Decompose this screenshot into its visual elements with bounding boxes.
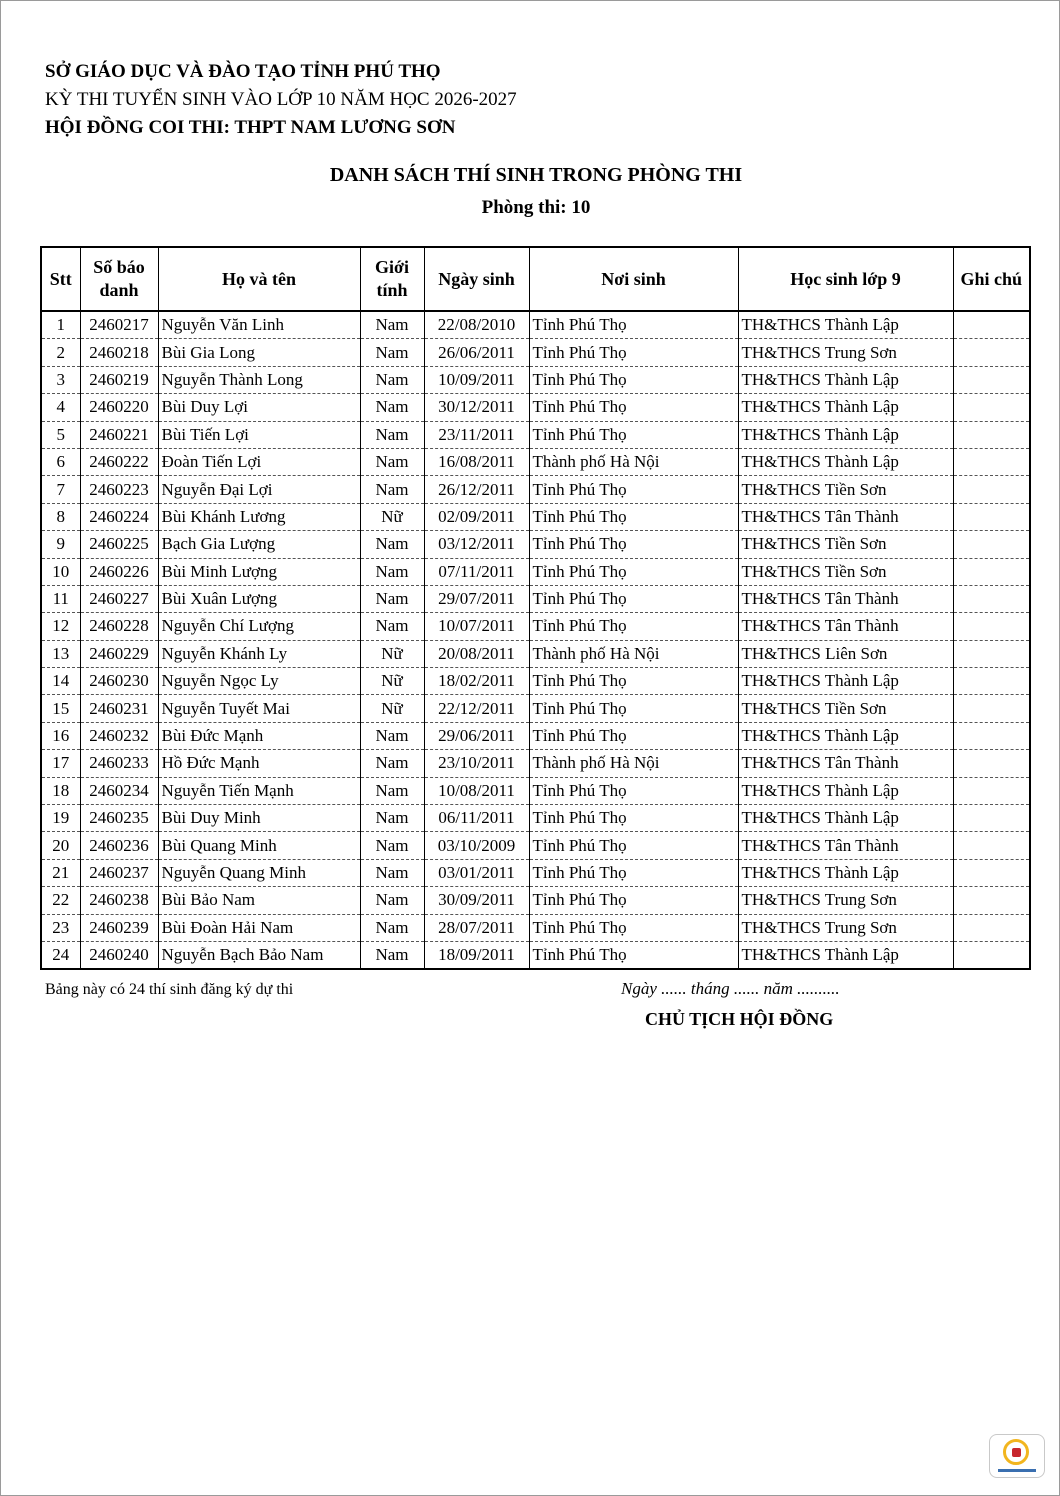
birth-place-cell: Tỉnh Phú Thọ	[529, 503, 738, 530]
document-title: DANH SÁCH THÍ SINH TRONG PHÒNG THI	[329, 164, 743, 186]
birth-date-cell: 02/09/2011	[424, 503, 529, 530]
note-cell	[953, 640, 1030, 667]
birth-place-cell: Thành phố Hà Nội	[529, 750, 738, 777]
birth-place-cell: Tỉnh Phú Thọ	[529, 805, 738, 832]
birth-place-cell: Tỉnh Phú Thọ	[529, 941, 738, 969]
note-cell	[953, 722, 1030, 749]
gender-cell: Nam	[360, 722, 424, 749]
candidate-number-cell: 2460221	[80, 421, 158, 448]
full-name-cell: Bùi Bảo Nam	[158, 887, 360, 914]
birth-place-cell: Tỉnh Phú Thọ	[529, 832, 738, 859]
grade9-school-cell: TH&THCS Thành Lập	[738, 668, 953, 695]
column-header: Họ và tên	[158, 247, 360, 311]
birth-date-cell: 10/07/2011	[424, 613, 529, 640]
birth-place-cell: Tỉnh Phú Thọ	[529, 914, 738, 941]
full-name-cell: Đoàn Tiến Lợi	[158, 448, 360, 475]
candidate-number-cell: 2460217	[80, 311, 158, 339]
stt-cell: 22	[41, 887, 80, 914]
full-name-cell: Bùi Tiến Lợi	[158, 421, 360, 448]
table-row	[41, 585, 1030, 612]
candidate-number-cell: 2460229	[80, 640, 158, 667]
note-cell	[953, 531, 1030, 558]
full-name-cell: Nguyễn Bạch Bảo Nam	[158, 941, 360, 969]
note-cell	[953, 832, 1030, 859]
birth-date-cell: 10/09/2011	[424, 366, 529, 393]
birth-place-cell: Tỉnh Phú Thọ	[529, 339, 738, 366]
birth-date-cell: 10/08/2011	[424, 777, 529, 804]
candidate-number-cell: 2460234	[80, 777, 158, 804]
full-name-cell: Nguyễn Thành Long	[158, 366, 360, 393]
column-header: Ghi chú	[953, 247, 1030, 311]
candidate-number-cell: 2460228	[80, 613, 158, 640]
note-cell	[953, 887, 1030, 914]
birth-place-cell: Tỉnh Phú Thọ	[529, 558, 738, 585]
birth-place-cell: Tỉnh Phú Thọ	[529, 668, 738, 695]
table-row	[41, 558, 1030, 585]
full-name-cell: Nguyễn Đại Lợi	[158, 476, 360, 503]
gender-cell: Nam	[360, 421, 424, 448]
candidate-number-cell: 2460220	[80, 394, 158, 421]
table-row	[41, 668, 1030, 695]
table-row	[41, 503, 1030, 530]
birth-date-cell: 23/10/2011	[424, 750, 529, 777]
note-cell	[953, 859, 1030, 886]
column-header: Stt	[41, 247, 80, 311]
grade9-school-cell: TH&THCS Tiền Sơn	[738, 558, 953, 585]
candidate-number-cell: 2460226	[80, 558, 158, 585]
full-name-cell: Nguyễn Tiến Mạnh	[158, 777, 360, 804]
table-row	[41, 394, 1030, 421]
grade9-school-cell: TH&THCS Thành Lập	[738, 311, 953, 339]
full-name-cell: Nguyễn Ngọc Ly	[158, 668, 360, 695]
stt-cell: 3	[41, 366, 80, 393]
seal-bar	[998, 1469, 1036, 1472]
table-row	[41, 311, 1030, 339]
full-name-cell: Bùi Đức Mạnh	[158, 722, 360, 749]
note-cell	[953, 311, 1030, 339]
table-row	[41, 777, 1030, 804]
table-row	[41, 859, 1030, 886]
gender-cell: Nữ	[360, 640, 424, 667]
grade9-school-cell: TH&THCS Tiền Sơn	[738, 476, 953, 503]
gender-cell: Nam	[360, 859, 424, 886]
candidate-count-note: Bảng này có 24 thí sinh đăng ký dự thi	[45, 981, 294, 998]
table-row	[41, 832, 1030, 859]
full-name-cell: Nguyễn Quang Minh	[158, 859, 360, 886]
column-header: Học sinh lớp 9	[738, 247, 953, 311]
council-heading: HỘI ĐỒNG COI THI: THPT NAM LƯƠNG SƠN	[45, 117, 456, 138]
gender-cell: Nam	[360, 914, 424, 941]
candidate-number-cell: 2460240	[80, 941, 158, 969]
birth-place-cell: Tỉnh Phú Thọ	[529, 585, 738, 612]
birth-place-cell: Thành phố Hà Nội	[529, 448, 738, 475]
column-header: Ngày sinh	[424, 247, 529, 311]
grade9-school-cell: TH&THCS Thành Lập	[738, 448, 953, 475]
gender-cell: Nam	[360, 613, 424, 640]
table-row	[41, 448, 1030, 475]
grade9-school-cell: TH&THCS Tiền Sơn	[738, 695, 953, 722]
gender-cell: Nam	[360, 531, 424, 558]
gender-cell: Nam	[360, 311, 424, 339]
birth-place-cell: Tỉnh Phú Thọ	[529, 859, 738, 886]
note-cell	[953, 339, 1030, 366]
table-header-row	[41, 247, 1030, 311]
room-label: Phòng thi: 10	[481, 197, 591, 218]
stt-cell: 19	[41, 805, 80, 832]
signer-title: CHỦ TỊCH HỘI ĐỒNG	[645, 1009, 834, 1029]
full-name-cell: Bùi Quang Minh	[158, 832, 360, 859]
candidate-number-cell: 2460224	[80, 503, 158, 530]
stt-cell: 13	[41, 640, 80, 667]
education-department-seal-icon	[989, 1434, 1045, 1478]
full-name-cell: Bùi Gia Long	[158, 339, 360, 366]
candidate-number-cell: 2460232	[80, 722, 158, 749]
candidate-number-cell: 2460233	[80, 750, 158, 777]
gender-cell: Nam	[360, 777, 424, 804]
full-name-cell: Nguyễn Khánh Ly	[158, 640, 360, 667]
note-cell	[953, 394, 1030, 421]
gender-cell: Nữ	[360, 695, 424, 722]
birth-date-cell: 30/09/2011	[424, 887, 529, 914]
stt-cell: 20	[41, 832, 80, 859]
gender-cell: Nam	[360, 448, 424, 475]
candidate-number-cell: 2460239	[80, 914, 158, 941]
birth-date-cell: 22/08/2010	[424, 311, 529, 339]
stt-cell: 5	[41, 421, 80, 448]
stt-cell: 4	[41, 394, 80, 421]
birth-date-cell: 07/11/2011	[424, 558, 529, 585]
grade9-school-cell: TH&THCS Thành Lập	[738, 366, 953, 393]
birth-date-cell: 03/10/2009	[424, 832, 529, 859]
birth-date-cell: 30/12/2011	[424, 394, 529, 421]
candidate-number-cell: 2460219	[80, 366, 158, 393]
grade9-school-cell: TH&THCS Thành Lập	[738, 421, 953, 448]
stt-cell: 16	[41, 722, 80, 749]
gender-cell: Nam	[360, 476, 424, 503]
note-cell	[953, 668, 1030, 695]
gender-cell: Nam	[360, 750, 424, 777]
full-name-cell: Nguyễn Văn Linh	[158, 311, 360, 339]
gender-cell: Nam	[360, 887, 424, 914]
birth-date-cell: 16/08/2011	[424, 448, 529, 475]
table-row	[41, 640, 1030, 667]
note-cell	[953, 613, 1030, 640]
full-name-cell: Nguyễn Tuyết Mai	[158, 695, 360, 722]
stt-cell: 6	[41, 448, 80, 475]
note-cell	[953, 448, 1030, 475]
gender-cell: Nam	[360, 394, 424, 421]
birth-place-cell: Tỉnh Phú Thọ	[529, 421, 738, 448]
grade9-school-cell: TH&THCS Trung Sơn	[738, 339, 953, 366]
table-row	[41, 722, 1030, 749]
full-name-cell: Bạch Gia Lượng	[158, 531, 360, 558]
table-row	[41, 695, 1030, 722]
stt-cell: 12	[41, 613, 80, 640]
seal-core	[1012, 1448, 1021, 1457]
exam-heading: KỲ THI TUYỂN SINH VÀO LỚP 10 NĂM HỌC 2026-2027	[45, 89, 517, 110]
grade9-school-cell: TH&THCS Thành Lập	[738, 777, 953, 804]
full-name-cell: Bùi Duy Lợi	[158, 394, 360, 421]
gender-cell: Nam	[360, 585, 424, 612]
table-row	[41, 914, 1030, 941]
stt-cell: 10	[41, 558, 80, 585]
note-cell	[953, 476, 1030, 503]
grade9-school-cell: TH&THCS Thành Lập	[738, 859, 953, 886]
grade9-school-cell: TH&THCS Tiền Sơn	[738, 531, 953, 558]
grade9-school-cell: TH&THCS Tân Thành	[738, 585, 953, 612]
note-cell	[953, 750, 1030, 777]
full-name-cell: Hồ Đức Mạnh	[158, 750, 360, 777]
grade9-school-cell: TH&THCS Tân Thành	[738, 750, 953, 777]
note-cell	[953, 558, 1030, 585]
table-row	[41, 887, 1030, 914]
birth-date-cell: 03/12/2011	[424, 531, 529, 558]
grade9-school-cell: TH&THCS Tân Thành	[738, 832, 953, 859]
birth-date-cell: 18/09/2011	[424, 941, 529, 969]
stt-cell: 24	[41, 941, 80, 969]
grade9-school-cell: TH&THCS Trung Sơn	[738, 914, 953, 941]
note-cell	[953, 366, 1030, 393]
birth-place-cell: Tỉnh Phú Thọ	[529, 476, 738, 503]
table-body	[41, 311, 1030, 969]
table-row	[41, 750, 1030, 777]
full-name-cell: Bùi Duy Minh	[158, 805, 360, 832]
stt-cell: 18	[41, 777, 80, 804]
stt-cell: 11	[41, 585, 80, 612]
birth-place-cell: Tỉnh Phú Thọ	[529, 887, 738, 914]
birth-place-cell: Tỉnh Phú Thọ	[529, 722, 738, 749]
birth-place-cell: Tỉnh Phú Thọ	[529, 777, 738, 804]
candidate-number-cell: 2460218	[80, 339, 158, 366]
birth-date-cell: 22/12/2011	[424, 695, 529, 722]
gender-cell: Nam	[360, 558, 424, 585]
candidate-number-cell: 2460238	[80, 887, 158, 914]
candidate-number-cell: 2460230	[80, 668, 158, 695]
grade9-school-cell: TH&THCS Thành Lập	[738, 394, 953, 421]
grade9-school-cell: TH&THCS Thành Lập	[738, 805, 953, 832]
table-row	[41, 476, 1030, 503]
candidate-number-cell: 2460235	[80, 805, 158, 832]
column-header: Giới tính	[360, 247, 424, 311]
seal-ring	[1003, 1439, 1029, 1465]
note-cell	[953, 914, 1030, 941]
birth-place-cell: Thành phố Hà Nội	[529, 640, 738, 667]
gender-cell: Nam	[360, 832, 424, 859]
birth-date-cell: 26/06/2011	[424, 339, 529, 366]
birth-place-cell: Tỉnh Phú Thọ	[529, 531, 738, 558]
birth-date-cell: 29/06/2011	[424, 722, 529, 749]
full-name-cell: Bùi Khánh Lương	[158, 503, 360, 530]
birth-date-cell: 29/07/2011	[424, 585, 529, 612]
gender-cell: Nam	[360, 805, 424, 832]
grade9-school-cell: TH&THCS Thành Lập	[738, 941, 953, 969]
grade9-school-cell: TH&THCS Liên Sơn	[738, 640, 953, 667]
table-row	[41, 366, 1030, 393]
note-cell	[953, 777, 1030, 804]
table-row	[41, 339, 1030, 366]
gender-cell: Nam	[360, 941, 424, 969]
full-name-cell: Bùi Xuân Lượng	[158, 585, 360, 612]
candidate-number-cell: 2460231	[80, 695, 158, 722]
full-name-cell: Bùi Đoàn Hải Nam	[158, 914, 360, 941]
birth-place-cell: Tỉnh Phú Thọ	[529, 613, 738, 640]
stt-cell: 15	[41, 695, 80, 722]
column-header: Số báo danh	[80, 247, 158, 311]
gender-cell: Nam	[360, 366, 424, 393]
gender-cell: Nam	[360, 339, 424, 366]
grade9-school-cell: TH&THCS Thành Lập	[738, 722, 953, 749]
table-row	[41, 805, 1030, 832]
candidate-number-cell: 2460223	[80, 476, 158, 503]
birth-date-cell: 06/11/2011	[424, 805, 529, 832]
note-cell	[953, 805, 1030, 832]
candidate-number-cell: 2460237	[80, 859, 158, 886]
table-row	[41, 613, 1030, 640]
birth-date-cell: 26/12/2011	[424, 476, 529, 503]
note-cell	[953, 585, 1030, 612]
stt-cell: 23	[41, 914, 80, 941]
birth-date-cell: 20/08/2011	[424, 640, 529, 667]
candidate-number-cell: 2460227	[80, 585, 158, 612]
candidate-number-cell: 2460222	[80, 448, 158, 475]
grade9-school-cell: TH&THCS Tân Thành	[738, 503, 953, 530]
birth-place-cell: Tỉnh Phú Thọ	[529, 366, 738, 393]
department-heading: SỞ GIÁO DỤC VÀ ĐÀO TẠO TỈNH PHÚ THỌ	[45, 61, 441, 82]
table-row	[41, 941, 1030, 969]
stt-cell: 1	[41, 311, 80, 339]
stt-cell: 2	[41, 339, 80, 366]
full-name-cell: Bùi Minh Lượng	[158, 558, 360, 585]
birth-place-cell: Tỉnh Phú Thọ	[529, 394, 738, 421]
grade9-school-cell: TH&THCS Tân Thành	[738, 613, 953, 640]
note-cell	[953, 421, 1030, 448]
candidate-table	[40, 246, 1031, 970]
stt-cell: 21	[41, 859, 80, 886]
stt-cell: 8	[41, 503, 80, 530]
note-cell	[953, 695, 1030, 722]
birth-date-cell: 03/01/2011	[424, 859, 529, 886]
stt-cell: 17	[41, 750, 80, 777]
column-header: Nơi sinh	[529, 247, 738, 311]
grade9-school-cell: TH&THCS Trung Sơn	[738, 887, 953, 914]
stt-cell: 14	[41, 668, 80, 695]
candidate-number-cell: 2460236	[80, 832, 158, 859]
full-name-cell: Nguyễn Chí Lượng	[158, 613, 360, 640]
date-line: Ngày ...... tháng ...... năm ..........	[621, 979, 840, 998]
table-row	[41, 421, 1030, 448]
birth-place-cell: Tỉnh Phú Thọ	[529, 311, 738, 339]
candidate-number-cell: 2460225	[80, 531, 158, 558]
note-cell	[953, 503, 1030, 530]
stt-cell: 9	[41, 531, 80, 558]
gender-cell: Nữ	[360, 503, 424, 530]
stt-cell: 7	[41, 476, 80, 503]
birth-date-cell: 18/02/2011	[424, 668, 529, 695]
note-cell	[953, 941, 1030, 969]
birth-place-cell: Tỉnh Phú Thọ	[529, 695, 738, 722]
table-row	[41, 531, 1030, 558]
birth-date-cell: 23/11/2011	[424, 421, 529, 448]
gender-cell: Nữ	[360, 668, 424, 695]
birth-date-cell: 28/07/2011	[424, 914, 529, 941]
